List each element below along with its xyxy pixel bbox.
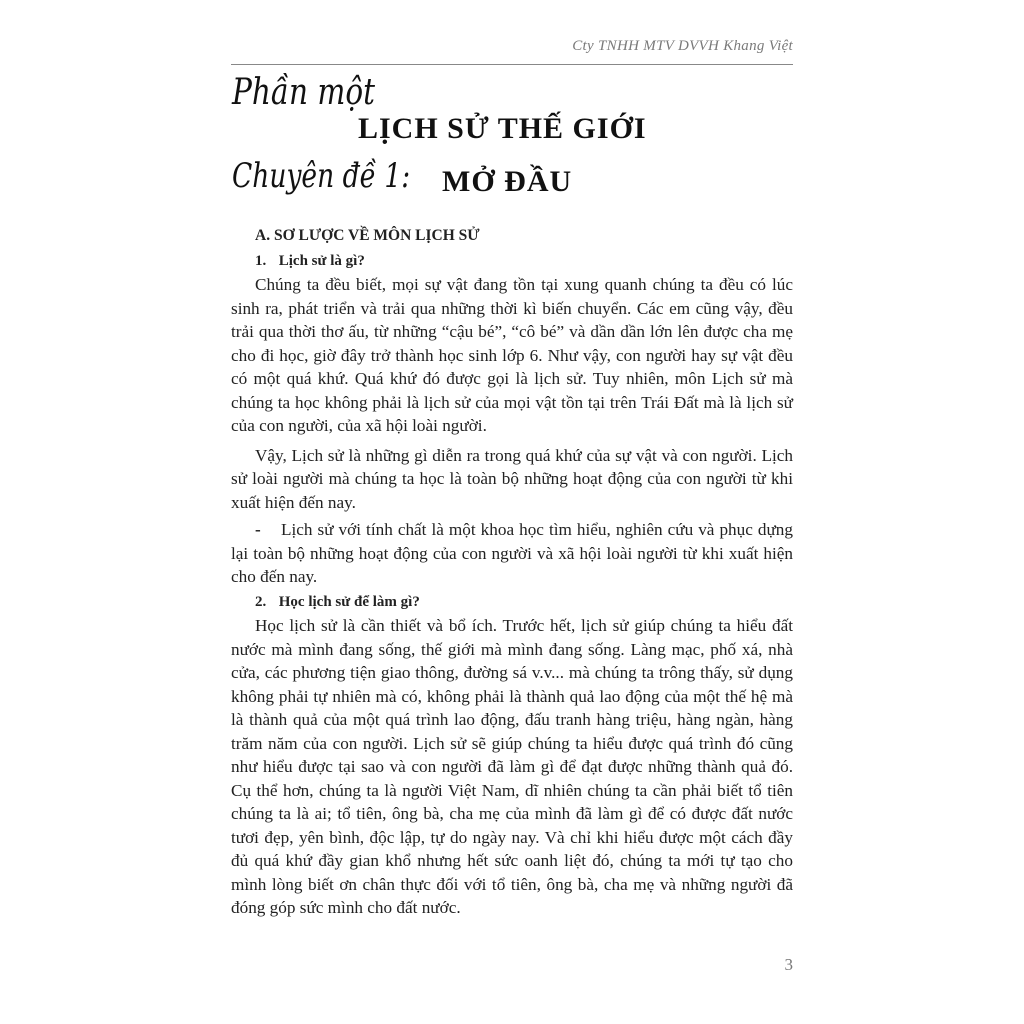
page-number: 3 xyxy=(784,955,793,974)
paragraph: Học lịch sử là cần thiết và bổ ích. Trước hết, lịch sử giúp chúng ta hiểu đất nước mà mình đang sống, thế giới mà mình đang sống. Làng mạc, phố xá, nhà cửa, các phương tiện giao thông, đường sá v.v... mà chúng ta trông thấy, sử dụng không phải tự nhiên mà có, không phải là thành quả lao động của một thế hệ mà là thành quả của một quá trình lao động, đấu tranh hàng triệu, hàng ngàn, hàng trăm năm của con người. Lịch sử sẽ giúp chúng ta hiểu được quá trình đó cũng như hiểu được tại sao và con người đã làm gì để đạt được những thành quả đó. Cụ thể hơn, chúng ta là người Việt Nam, dĩ nhiên chúng ta cần phải biết tổ tiên chúng ta là ai; tổ tiên, ông bà, cha mẹ của mình đã làm gì để có được đất nước tươi đẹp, yên bình, độc lập, tự do ngày nay. Và chỉ khi hiểu được một cách đầy đủ quá khứ đầy gian khổ nhưng hết sức oanh liệt đó, chúng ta mới tự tạo cho mình lòng biết ơn chân thực đối với tổ tiên, ông bà, cha mẹ và những người đã đóng góp sức mình cho đất nước. xyxy=(231,616,793,917)
bullet-text: Lịch sử với tính chất là một khoa học tìm hiểu, nghiên cứu và phục dựng lại toàn bộ những hoạt động của con người và xã hội loài người từ khi xuất hiện cho đến nay. xyxy=(231,520,793,586)
subheading-1 xyxy=(255,250,793,274)
subheading-number: 1. xyxy=(255,252,267,269)
subheading-title: Học lịch sử để làm gì? xyxy=(278,593,420,610)
part-title: LỊCH SỬ THẾ GIỚI xyxy=(358,112,647,145)
paragraph: Vậy, Lịch sử là những gì diễn ra trong quá khứ của sự vật và con người. Lịch sử loài người mà chúng ta học là toàn bộ những hoạt động của con người từ khi xuất hiện đến nay. xyxy=(231,445,793,512)
topic-label: Chuyên đề 1: xyxy=(232,156,411,196)
bullet-marker: - xyxy=(255,520,261,539)
header-rule xyxy=(231,64,793,65)
part-label: Phần một xyxy=(232,72,375,113)
body-text xyxy=(231,224,793,926)
section-heading: A. SƠ LƯỢC VỀ MÔN LỊCH SỬ xyxy=(255,227,480,244)
subheading-2 xyxy=(255,591,793,615)
running-header: Cty TNHH MTV DVVH Khang Việt xyxy=(572,38,793,54)
topic-title: MỞ ĐẦU xyxy=(442,165,573,198)
paragraph: Chúng ta đều biết, mọi sự vật đang tồn tại xung quanh chúng ta đều có lúc sinh ra, phát triển và trải qua những thời kì biến chuyển. Các em cũng vậy, đều trải qua thời thơ ấu, từ những “cậu bé”, “cô bé” và dần dần lớn lên được cha mẹ cho đi học, giờ đây trở thành học sinh lớp 6. Như vậy, con người hay sự vật đều có một quá khứ. Quá khứ đó được gọi là lịch sử. Tuy nhiên, môn Lịch sử mà chúng ta học không phải là lịch sử của mọi vật tồn tại trên Trái Đất mà là lịch sử của con người, của xã hội loài người. xyxy=(231,275,793,435)
subheading-title: Lịch sử là gì? xyxy=(278,252,365,269)
bullet-item xyxy=(231,518,793,589)
subheading-number: 2. xyxy=(255,593,267,610)
